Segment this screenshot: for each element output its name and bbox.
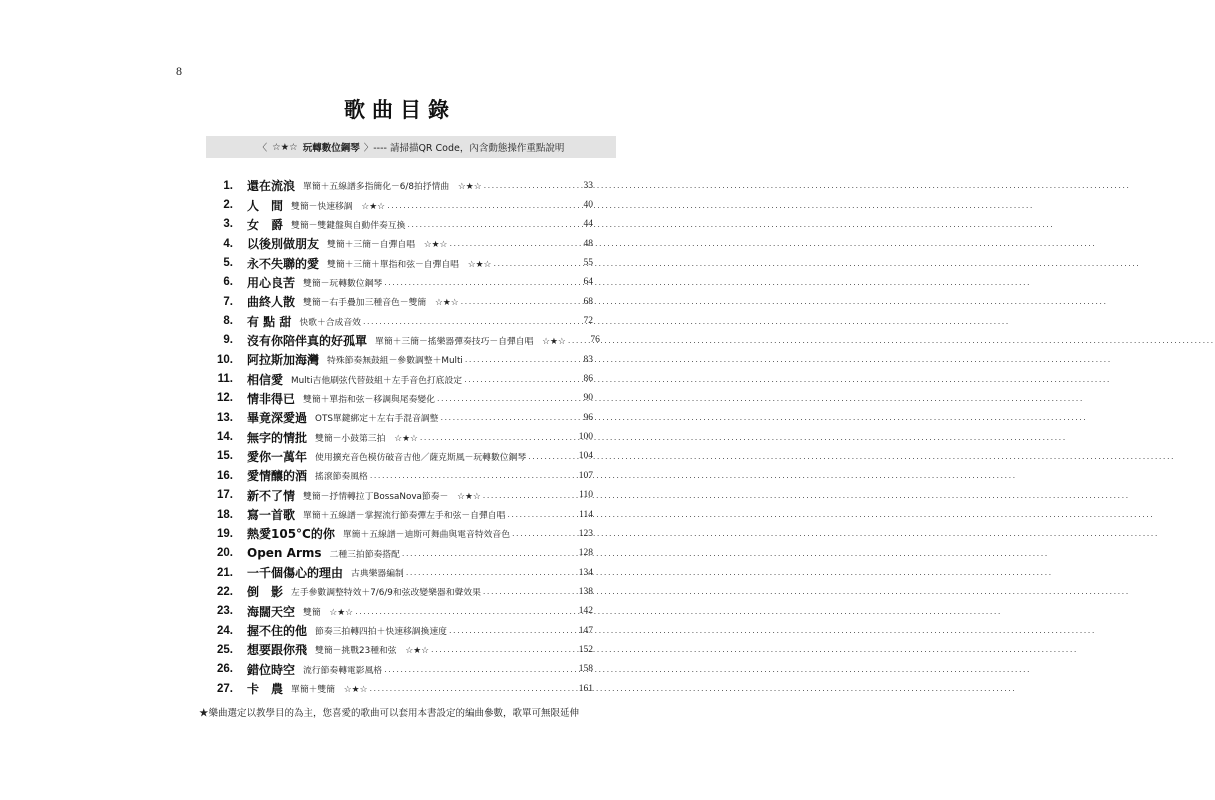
toc-leader-dots [528,452,569,461]
toc-leader-dots [406,568,569,577]
legend-note: ---- 請掃描QR Code，內含動態操作重點說明 [373,143,565,154]
toc-leader-dots [461,297,569,306]
toc-row [205,679,593,698]
toc-entry-page: 64 [583,277,593,288]
toc-entry-page: 123 [578,528,593,539]
toc-row [205,563,593,582]
toc-entry-title: 人 間 [247,198,284,213]
toc-row [205,408,593,427]
toc-list [205,176,600,698]
toc-leader-dots [440,413,569,422]
toc-entry-description: 雙簡－雙鍵盤與自動伴奏互換 [291,220,406,231]
toc-entry-title: 愛你一萬年 [247,449,308,464]
toc-entry-description: 雙簡＋單指和弦－移調與尾奏變化 [303,394,435,405]
toc-entry-number: 16. [217,469,233,482]
toc-entry-description: 雙簡－小鼓第三拍 ☆★☆ [315,433,418,444]
toc-entry-number: 8. [223,315,233,328]
page-number: 8 [176,64,182,78]
toc-entry-number: 26. [217,663,233,676]
toc-entry-title: 永不失聯的愛 [247,256,320,271]
toc-row [205,195,593,214]
toc-entry-page: 72 [583,316,593,327]
toc-leader-dots [464,375,569,384]
toc-entry-page: 114 [579,509,593,520]
toc-entry-number: 9. [223,334,233,347]
toc-entry-title: 以後別做朋友 [247,237,320,252]
legend-open-bracket: 〈 [257,143,268,154]
toc-leader-dots [387,201,569,210]
toc-entry-title: 錯位時空 [247,662,296,677]
toc-entry-description: 雙簡－右手疊加三種音色－雙簡 ☆★☆ [303,298,459,309]
toc-entry-title: 一千個傷心的理由 [247,566,344,581]
toc-entry-page: 96 [583,412,593,423]
toc-entry-page: 33 [583,180,593,191]
legend-close-bracket: 〉 [363,143,374,154]
legend-banner [206,136,616,158]
toc-row [205,447,593,466]
toc-leader-dots [512,529,569,538]
toc-leader-dots [402,549,569,558]
toc-entry-page: 86 [583,374,593,385]
toc-entry-description: 雙簡－快速移調 ☆★☆ [291,201,386,212]
toc-row [205,253,593,272]
toc-row [205,621,593,640]
toc-leader-dots [363,317,569,326]
page-title: 歌曲目錄 [344,98,456,122]
toc-entry-number: 13. [217,411,233,424]
toc-entry-number: 1. [223,179,233,192]
toc-entry-number: 22. [217,585,233,598]
toc-row [205,311,593,330]
toc-leader-dots [384,665,569,674]
toc-leader-dots [369,684,569,693]
toc-entry-number: 2. [223,199,233,212]
toc-row [205,215,593,234]
toc-entry-title: 寫一首歌 [247,508,296,523]
toc-entry-description: 單簡＋五線譜－掌握流行節奏彈左手和弦－自彈自唱 [303,511,506,522]
toc-entry-title: 相信愛 [247,372,284,387]
toc-entry-title: 沒有你陪伴真的好孤單 [247,333,368,348]
toc-leader-dots [507,510,569,519]
toc-leader-dots [449,239,569,248]
toc-entry-page: 44 [583,219,593,230]
toc-entry-description: 特殊節奏無鼓組－參數調整＋Multi [327,356,463,367]
toc-entry-description: 節奏三拍轉四拍＋快速移調換速度 [315,627,447,638]
toc-entry-title: 情非得已 [247,391,296,406]
toc-leader-dots [484,181,569,190]
toc-row [205,640,593,659]
toc-entry-title: 無字的情批 [247,430,308,445]
toc-row [205,582,593,601]
toc-row [205,350,593,369]
toc-row [205,427,593,446]
toc-entry-description: 二種三拍節奏搭配 [329,549,400,560]
toc-row [205,292,593,311]
toc-entry-page: 152 [578,644,593,655]
toc-entry-title: Open Arms [247,546,322,561]
toc-entry-page: 104 [578,451,593,462]
toc-entry-description: 快歌＋合成音效 [299,317,361,328]
toc-entry-title: 曲終人散 [247,295,296,310]
toc-entry-description: 左手參數調整特效＋7/6/9和弦改變樂器和聲效果 [291,588,481,599]
toc-leader-dots [483,491,569,500]
toc-entry-title: 用心良苦 [247,275,296,290]
toc-entry-number: 10. [217,353,233,366]
toc-leader-dots [407,220,569,229]
toc-entry-description: 雙簡＋三簡－自彈自唱 ☆★☆ [327,240,448,251]
toc-row [205,660,593,679]
toc-row [205,505,593,524]
legend-label: 玩轉數位鋼琴 [302,143,360,154]
legend-stars: ☆★☆ [272,141,298,153]
toc-entry-page: 161 [578,683,593,694]
toc-entry-description: 雙簡 ☆★☆ [303,607,354,618]
toc-entry-page: 147 [578,625,593,636]
toc-entry-title: 阿拉斯加海灣 [247,353,320,368]
toc-entry-title: 有 點 甜 [247,314,292,329]
toc-entry-description: 雙簡－挑戰23種和弦 ☆★☆ [315,646,430,657]
toc-entry-page: 158 [578,664,593,675]
toc-entry-title: 握不住的他 [247,624,308,639]
toc-entry-description: 使用擴充音色模仿破音吉他／薩克斯風－玩轉數位鋼琴 [315,452,527,463]
toc-entry-number: 18. [217,508,233,521]
toc-entry-page: 100 [578,432,593,443]
toc-entry-number: 15. [217,450,233,463]
toc-entry-page: 68 [583,296,593,307]
toc-leader-dots [437,394,569,403]
toc-row [205,176,593,195]
toc-entry-description: 單簡＋五線譜多指簡化－6/8拍抒情曲 ☆★☆ [303,182,482,193]
toc-entry-page: 76 [590,335,600,346]
toc-entry-title: 海闊天空 [247,604,296,619]
toc-entry-description: OTS單鍵綁定＋左右手混音調整 [315,414,439,425]
toc-entry-page: 83 [583,354,593,365]
toc-entry-number: 21. [217,566,233,579]
toc-leader-dots [370,471,569,480]
toc-entry-title: 畢竟深愛過 [247,411,308,426]
toc-entry-number: 25. [217,643,233,656]
toc-row [205,331,600,350]
toc-row [205,486,593,505]
toc-entry-description: 流行節奏轉電影風格 [303,665,383,676]
toc-entry-page: 110 [579,490,593,501]
toc-entry-page: 128 [578,548,593,559]
toc-leader-dots [483,587,569,596]
toc-entry-description: 單簡＋三簡－搖樂器彈奏技巧－自彈自唱 ☆★☆ [375,336,566,347]
toc-entry-description: Multi吉他刷弦代替鼓組＋左手音色打底設定 [291,375,463,386]
toc-entry-page: 107 [578,470,593,481]
footnote: ★樂曲選定以教學目的為主，您喜愛的歌曲可以套用本書設定的編曲參數，歌單可無限延伸 [199,708,580,719]
toc-row [205,602,593,621]
toc-entry-title: 想要跟你飛 [247,643,308,658]
toc-row [205,524,593,543]
toc-entry-page: 134 [578,567,593,578]
toc-entry-description: 單簡＋五線譜－迪斯可舞曲與電音特效音色 [342,530,511,541]
toc-entry-page: 55 [583,258,593,269]
toc-leader-dots [449,626,569,635]
toc-leader-dots [420,433,569,442]
toc-entry-number: 6. [223,276,233,289]
toc-row [205,544,593,563]
toc-entry-page: 40 [583,200,593,211]
toc-entry-number: 27. [217,682,233,695]
toc-entry-title: 卡 農 [247,682,284,697]
toc-leader-dots [431,645,569,654]
toc-entry-description: 雙簡－抒情轉拉丁BossaNova節奏－ ☆★☆ [303,491,481,502]
toc-row [205,389,593,408]
toc-entry-number: 20. [217,547,233,560]
toc-entry-title: 倒 影 [247,585,284,600]
toc-entry-number: 23. [217,605,233,618]
toc-entry-title: 愛情釀的酒 [247,469,308,484]
toc-entry-description: 雙簡＋三簡＋單指和弦－自彈自唱 ☆★☆ [327,259,492,270]
toc-entry-number: 19. [217,527,233,540]
toc-entry-number: 11. [217,373,233,386]
toc-entry-number: 24. [217,624,233,637]
toc-entry-description: 古典樂器編制 [351,569,404,580]
toc-entry-number: 4. [223,237,233,250]
toc-entry-page: 48 [583,238,593,249]
toc-row [205,273,593,292]
toc-entry-number: 5. [223,257,233,270]
toc-entry-number: 3. [223,218,233,231]
toc-entry-title: 還在流浪 [247,179,296,194]
toc-entry-number: 17. [217,489,233,502]
toc-entry-number: 14. [217,431,233,444]
toc-leader-dots [384,278,569,287]
toc-row [205,369,593,388]
toc-entry-title: 熱愛105°C的你 [247,527,335,542]
toc-entry-number: 7. [223,295,233,308]
toc-entry-description: 搖滾節奏風格 [315,472,368,483]
toc-entry-title: 女 爵 [247,217,284,232]
toc-entry-page: 142 [578,606,593,617]
toc-entry-description: 雙簡－玩轉數位鋼琴 [303,278,383,289]
toc-leader-dots [465,355,569,364]
toc-row [205,466,593,485]
toc-entry-page: 90 [583,393,593,404]
toc-leader-dots [568,336,576,345]
toc-entry-number: 12. [217,392,233,405]
toc-entry-page: 138 [578,586,593,597]
toc-leader-dots [493,259,569,268]
toc-entry-title: 新不了情 [247,488,296,503]
toc-entry-description: 單簡＋雙簡 ☆★☆ [291,685,368,696]
toc-row [205,234,593,253]
toc-leader-dots [355,607,569,616]
